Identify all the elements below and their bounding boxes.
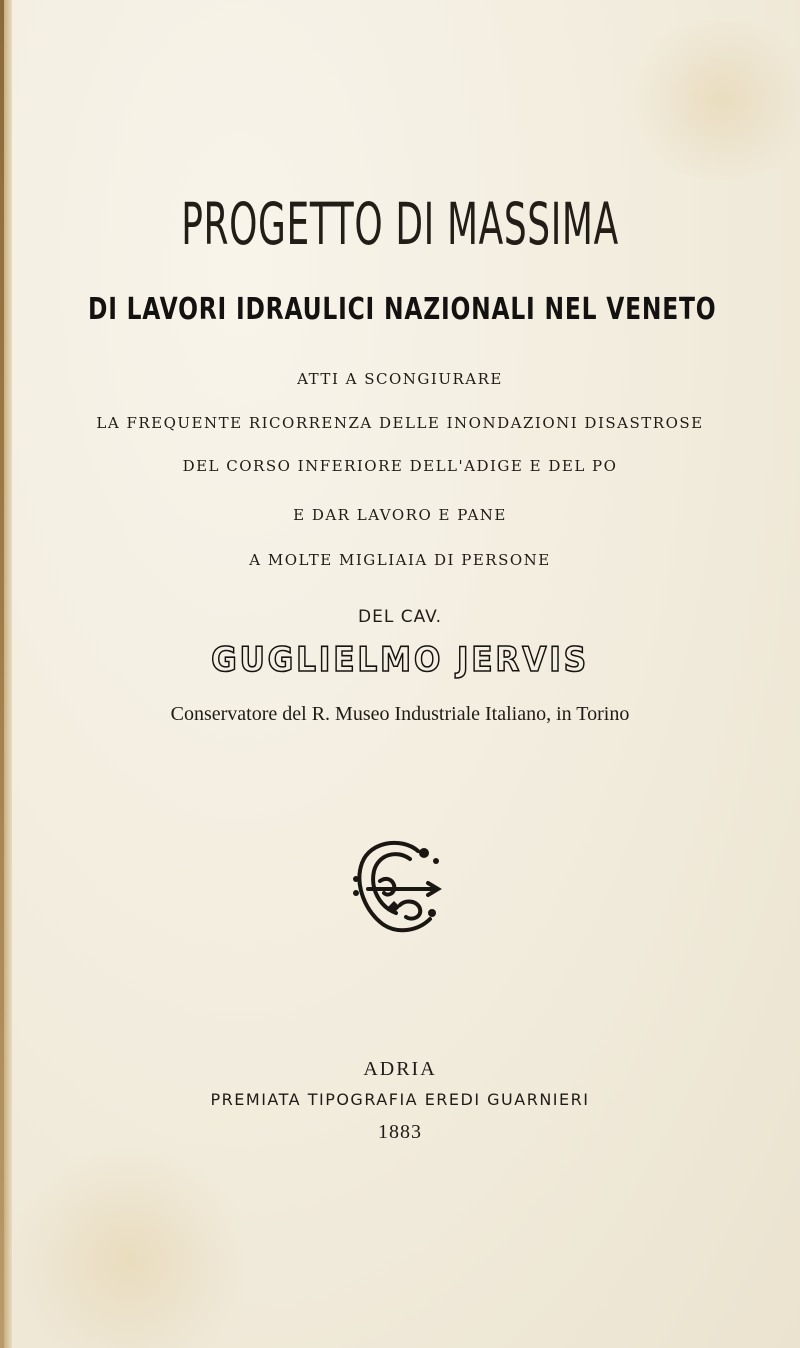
author-role: Conservatore del R. Museo Industriale Italiano, in Torino	[170, 703, 630, 725]
page-subtitle: DI LAVORI IDRAULICI NAZIONALI NEL VENETO	[88, 292, 717, 327]
description-line: ATTI A SCONGIURARE	[297, 370, 503, 388]
author-name: GUGLIELMO JERVIS	[211, 640, 589, 680]
description-line: A MOLTE MIGLIAIA DI PERSONE	[249, 551, 551, 569]
page-title: PROGETTO DI MASSIMA	[181, 190, 619, 258]
printer-monogram-icon	[340, 833, 450, 943]
spine-shadow	[0, 0, 4, 1348]
description-line: DEL CORSO INFERIORE DELL'ADIGE E DEL PO	[182, 457, 618, 475]
imprint-year: 1883	[378, 1121, 422, 1143]
author-prefix: DEL CAV.	[358, 607, 442, 627]
paper-stain	[0, 1150, 260, 1348]
imprint-place: ADRIA	[363, 1058, 437, 1080]
description-line: E DAR LAVORO E PANE	[293, 506, 507, 524]
imprint-printer: PREMIATA TIPOGRAFIA EREDI GUARNIERI	[210, 1090, 590, 1109]
description-line: LA FREQUENTE RICORRENZA DELLE INONDAZIONI DISASTROSE	[96, 414, 704, 432]
paper-stain	[620, 20, 800, 180]
